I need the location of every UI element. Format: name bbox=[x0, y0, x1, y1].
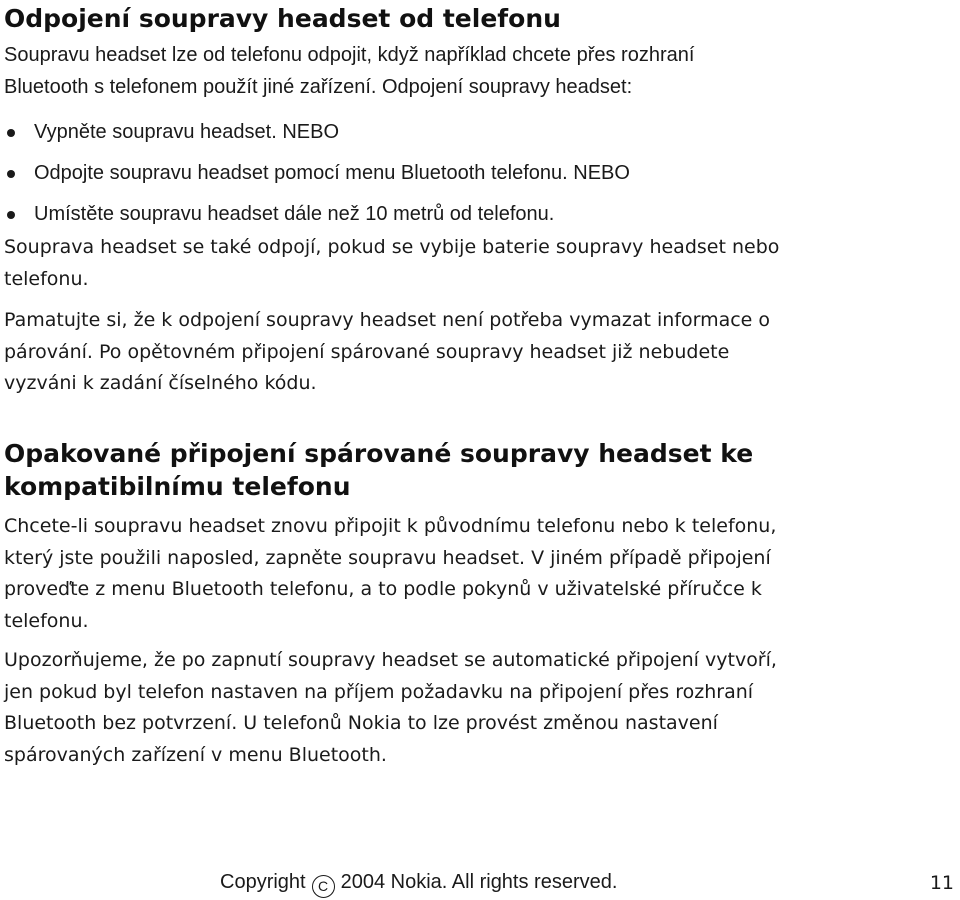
text-line: telefonu. bbox=[4, 609, 89, 632]
text-line: Pamatujte si, že k odpojení soupravy headset není potřeba vymazat informace o bbox=[4, 309, 771, 331]
section-heading-disconnect: Odpojení soupravy headset od telefonu bbox=[4, 4, 561, 33]
list-item-text: Umístěte soupravu headset dále než 10 metrů od telefonu. bbox=[34, 203, 555, 225]
text-line: párování. Po opětovném připojení spárované soupravy headset již nebudete bbox=[4, 340, 730, 363]
list-item bbox=[4, 112, 630, 153]
section-heading-reconnect bbox=[4, 437, 954, 503]
text-line: telefonu. bbox=[4, 267, 89, 290]
bullet-icon bbox=[7, 129, 15, 137]
text-line: Bluetooth bez potvrzení. U telefonů Nokia to lze provést změnou nastavení bbox=[4, 712, 718, 734]
list-item-text: Vypněte soupravu headset. NEBO bbox=[34, 121, 339, 143]
copyright-text: 2004 Nokia. All rights reserved. bbox=[340, 871, 618, 893]
heading-line: kompatibilnímu telefonu bbox=[4, 472, 351, 501]
copyright-label: Copyright bbox=[220, 871, 306, 893]
auto-connect-paragraph bbox=[4, 645, 777, 771]
bullet-icon bbox=[7, 211, 15, 219]
list-item-text: Odpojte soupravu headset pomocí menu Bluetooth telefonu. NEBO bbox=[34, 162, 630, 184]
copyright-icon: C bbox=[312, 875, 335, 898]
battery-paragraph bbox=[4, 232, 779, 295]
disconnect-options-list bbox=[4, 112, 630, 235]
page-number: 11 bbox=[929, 872, 954, 894]
text-line: Chcete-li soupravu headset znovu připojit k původnímu telefonu nebo k telefonu, bbox=[4, 515, 777, 537]
text-line: Bluetooth s telefonem použít jiné zařízení. Odpojení soupravy headset: bbox=[4, 75, 633, 98]
bullet-icon bbox=[7, 170, 15, 178]
text-line: vyzváni k zadání číselného kódu. bbox=[4, 372, 317, 394]
text-line: Upozorňujeme, že po zapnutí soupravy headset se automatické připojení vytvoří, bbox=[4, 649, 777, 671]
list-item bbox=[4, 153, 630, 194]
intro-paragraph bbox=[4, 40, 694, 103]
text-line: Soupravu headset lze od telefonu odpojit, když například chcete přes rozhraní bbox=[4, 44, 695, 66]
copyright-footer bbox=[220, 868, 617, 898]
text-line: který jste použili naposled, zapněte soupravu headset. V jiném případě připojení bbox=[4, 546, 771, 569]
text-line: proveďte z menu Bluetooth telefonu, a to podle pokynů v uživatelské příručce k bbox=[4, 578, 762, 600]
document-page bbox=[4, 0, 954, 900]
reconnect-paragraph bbox=[4, 511, 776, 637]
text-line: Souprava headset se také odpojí, pokud se vybije baterie soupravy headset nebo bbox=[4, 236, 780, 258]
heading-line: Opakované připojení spárované soupravy headset ke bbox=[4, 439, 754, 468]
text-line: spárovaných zařízení v menu Bluetooth. bbox=[4, 743, 387, 766]
pairing-note-paragraph bbox=[4, 305, 770, 400]
list-item bbox=[4, 194, 630, 235]
text-line: jen pokud byl telefon nastaven na příjem požadavku na připojení přes rozhraní bbox=[4, 680, 754, 703]
